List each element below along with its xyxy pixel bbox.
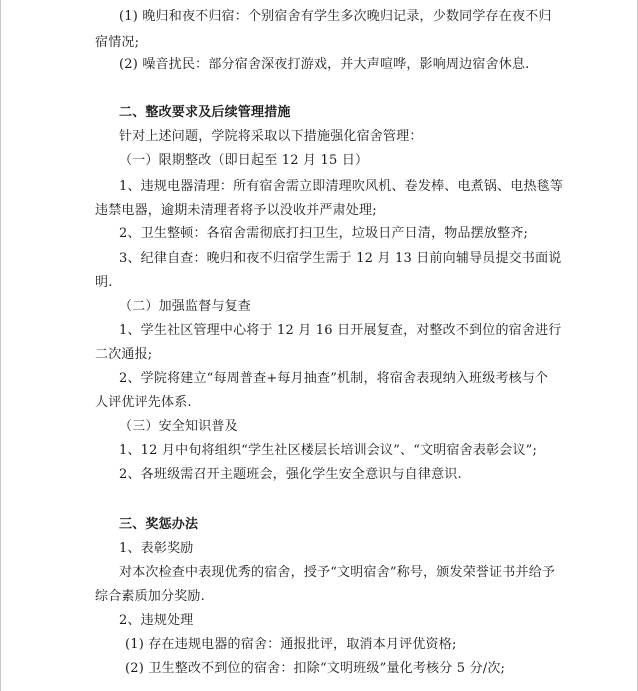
list-item-recheck-cont: 二次通报; bbox=[95, 347, 153, 362]
list-item-discipline: 3、纪律自查：晚归和夜不归宿学生需于 12 月 13 日前向辅导员提交书面说 bbox=[119, 251, 562, 266]
list-item-meetings: 1、12 月中旬将组织“学生社区楼层长培训会议”、“文明宿舍表彰会议”; bbox=[119, 443, 538, 458]
paragraph-measures-intro: 针对上述问题，学院将采取以下措施强化宿舍管理： bbox=[119, 129, 423, 144]
list-item-class-meeting: 2、各班级需召开主题班会，强化学生安全意识与自律意识. bbox=[119, 467, 462, 482]
list-item-recheck: 1、学生社区管理中心将于 12 月 16 日开展复查，对整改不到位的宿舍进行 bbox=[119, 323, 562, 338]
list-item-discipline-cont: 明. bbox=[95, 275, 113, 290]
subheading-deadline: （一）限期整改（即日起至 12 月 15 日） bbox=[119, 153, 369, 168]
section-heading-rewards: 三、奖惩办法 bbox=[119, 517, 199, 532]
subheading-commendation: 1、表彰奖励 bbox=[119, 541, 194, 556]
list-item-appliances-cont: 违禁电器，逾期未清理者将予以没收并严肃处理; bbox=[95, 203, 377, 218]
list-item-hygiene: 2、卫生整顿：各宿舍需彻底打扫卫生，垃圾日产日清，物品摆放整齐; bbox=[119, 226, 529, 241]
list-item-mechanism-cont: 人评优评先体系. bbox=[95, 395, 192, 410]
list-item-noise: (2) 噪音扰民：部分宿舍深夜打游戏，并大声喧哗，影响周边宿舍休息. bbox=[119, 57, 530, 72]
list-item-violation-appliances: (1) 存在违规电器的宿舍：通报批评，取消本月评优资格; bbox=[125, 637, 457, 652]
list-item-late-return-cont: 宿情况; bbox=[95, 35, 140, 50]
list-item-mechanism: 2、学院将建立“每周普查+每月抽查”机制，将宿舍表现纳入班级考核与个 bbox=[119, 371, 549, 386]
subheading-violations: 2、违规处理 bbox=[119, 613, 194, 628]
subheading-safety: （三）安全知识普及 bbox=[119, 419, 238, 434]
list-item-late-return: (1) 晚归和夜不归宿：个别宿舍有学生多次晚归记录，少数同学存在夜不归 bbox=[119, 9, 552, 24]
paragraph-commendation: 对本次检查中表现优秀的宿舍，授予“文明宿舍”称号，颁发荣誉证书并给予 bbox=[119, 565, 556, 580]
list-item-violation-hygiene: (2) 卫生整改不到位的宿舍：扣除“文明班级”量化考核分 5 分/次; bbox=[125, 661, 506, 676]
list-item-appliances: 1、违规电器清理：所有宿舍需立即清理吹风机、卷发棒、电煮锅、电热毯等 bbox=[119, 179, 564, 194]
section-heading-rectification: 二、整改要求及后续管理措施 bbox=[119, 105, 291, 120]
paragraph-commendation-cont: 综合素质加分奖励. bbox=[95, 589, 205, 604]
subheading-supervision: （二）加强监督与复查 bbox=[119, 299, 252, 314]
